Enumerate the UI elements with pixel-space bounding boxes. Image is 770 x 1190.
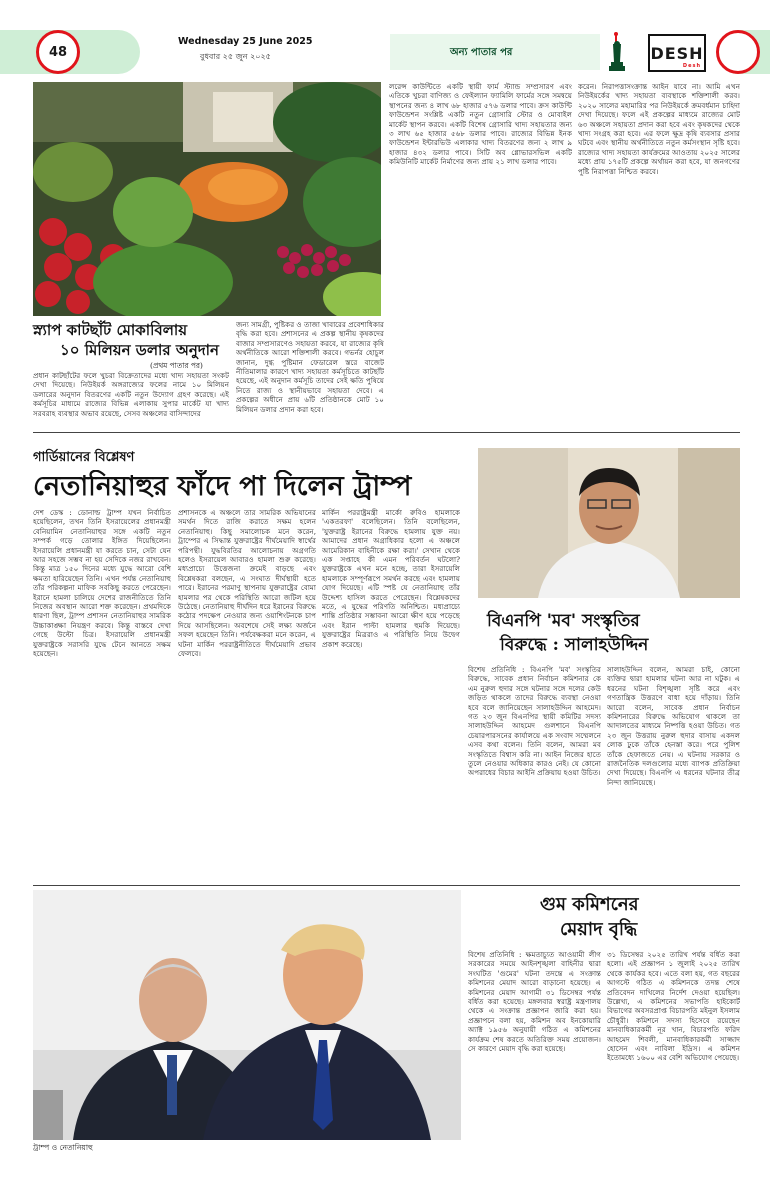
- bnp-column-2: সালাহউদ্দিন বলেন, আমরা চাই, কোনো ব্যক্তির দ্বারা হামলার ঘটনা আর না ঘটুক। এ ধরনের ঘটনা বিশৃঙ্খলা সৃষ্টি করে এবং গণতান্ত্রিক উত্তরণে বাধা হয়ে দাঁড়ায়। তিনি আরো বলেন, সাবেক প্রধান নির্বাচন কমিশনারের বিরুদ্ধে অভিযোগ থাকলে তা আদালতের মাধ্যমে নিষ্পত্তি হওয়া উচিত। গত ২৩ জুন উত্তরায় নুরুল হুদার বাসায় একদল লোক ঢুকে তাঁকে হেনস্তা করে। পরে পুলিশ তাঁকে হেফাজতে নেয়। এ ঘটনায় সরকার ও রাজনৈতিক দলগুলোর মধ্যে ব্যাপক প্রতিক্রিয়া দেখা দিয়েছে। বিএনপি এ ধরনের ঘটনার তীব্র নিন্দা জানিয়েছে।: [607, 665, 740, 787]
- guardian-column-1: দেশ ডেস্ক : ডোনাল্ড ট্রাম্প যখন নির্বাচিত হয়েছিলেন, তখন তিনি ইসরায়েলের প্রধানমন্ত্রী বেনিয়ামিন নেতানিয়াহুর সঙ্গে একটি নতুন সম্পর্ক গড়ে তোলার ইঙ্গিত দিয়েছিলেন। ইসরায়েলি প্রধানমন্ত্রী যা করতে চান, সেটা যেন আর সহজে সম্ভব না হয় সেদিকে নজর রাখবেন। কিন্তু মাত্র ১৫০ দিনের মধ্যে যুদ্ধে আরো বেশি ক্ষমতা হারিয়েছেন তিনি। এখন পর্যন্ত নেতানিয়াহু তাঁর পরিকল্পনা মাফিক সবকিছু করতে পেরেছেন। ইরানে হামলা চালিয়ে দেশের রাজনীতিতে তিনি নিজের অবস্থান আরো শক্ত করেছেন। প্রথমদিকে ধারণা ছিল, ট্রাম্প প্রশাসন নেতানিয়াহুর সামরিক উচ্চাকাঙ্ক্ষা নিয়ন্ত্রণ করবে। কিন্তু বাস্তবে দেখা গেছে উল্টো চিত্র। ইসরায়েলি প্রধানমন্ত্রী যুক্তরাষ্ট্রকে সরাসরি যুদ্ধে টেনে আনতে সক্ষম হয়েছেন।: [33, 508, 171, 659]
- logo-text: DESH: [650, 43, 704, 63]
- section-divider-2: [33, 885, 740, 886]
- section-divider: [33, 432, 740, 433]
- trump-netanyahu-photo: [33, 890, 461, 1140]
- bnp-headline-line2: বিরুদ্ধে : সালাহউদ্দিন: [500, 635, 649, 655]
- photo-caption: ট্রাম্প ও নেতানিয়াহু: [33, 1143, 93, 1152]
- guardian-headline: নেতানিয়াহুর ফাঁদে পা দিলেন ট্রাম্প: [33, 471, 412, 502]
- snap-column-4: করেন। নিরাপত্তাসংক্রান্ত আইন যাবে না। আমি এখন নিউইয়র্কের খাদ্য সহায়তা ব্যবস্থাকে শক্তিশালী করব। ২০২০ সালের মহামারির পর নিউইয়র্কে ক্রমবর্ধমান চাহিদা দেখা দিয়েছে। ফলে এই প্রকল্পের মাধ্যমে রাজ্যের মোট ৬৩ অঞ্চলে সহায়তা প্রদান করা হবে এবং কৃষকদের থেকে খাদ্য সংগ্রহ করা হবে। এর ফলে ক্ষুদ্র কৃষি ব্যবসার প্রসার ঘটবে এবং স্থানীয় অর্থনীতিতে নতুন কর্মসংস্থান সৃষ্টি হবে। রাজ্যের খাদ্য সহায়তা কার্যক্রমের আওতায় ২০২৫ সালের মধ্যে প্রায় ১৭৫টি প্রকল্পে অর্থায়ন করা হবে, যা জনগণের পুষ্টি নিরাপত্তা নিশ্চিত করবে।: [578, 82, 740, 176]
- gum-column-1: বিশেষ প্রতিনিধি : ক্ষমতাচ্যুত আওয়ামী লীগ সরকারের সময়ে আইনশৃঙ্খলা বাহিনীর দ্বারা সংঘটিত 'গুমের' ঘটনা তদন্তে এ সংক্রান্ত কমিশনের মেয়াদ আরো বাড়ানো হয়েছে। এ কমিশনের মেয়াদ আগামী ৩১ ডিসেম্বর পর্যন্ত বর্ধিত করা হয়েছে। মঙ্গলবার স্বরাষ্ট্র মন্ত্রণালয় থেকে এ সংক্রান্ত প্রজ্ঞাপন জারি করা হয়। প্রজ্ঞাপনে বলা হয়, কমিশন অব ইনকোয়ারি অ্যাক্ট ১৯৫৬ অনুযায়ী গঠিত এ কমিশনের কার্যক্রম শেষ করতে অতিরিক্ত সময় প্রয়োজন। সে কারণে মেয়াদ বৃদ্ধি করা হয়েছে।: [468, 950, 601, 1054]
- newspaper-logo: [648, 34, 706, 72]
- header-date: Wednesday 25 June 2025: [178, 36, 313, 47]
- snap-title-line1: স্ন্যাপ কাটছাঁট মোকাবিলায়: [33, 321, 188, 339]
- header-right-circle: [716, 30, 760, 74]
- bnp-headline-line1: বিএনপি 'মব' সংস্কৃতির: [487, 611, 640, 631]
- gum-headline-line2: মেয়াদ বৃদ্ধি: [560, 919, 638, 940]
- snap-column-1: প্রধান কাটছাঁটের ফলে খুচরা বিক্রেতাদের মধ্যে খাদ্য সহায়তা সংকট দেখা দিয়েছে। নিউইয়র্ক অঙ্গরাজ্যের ফলের নামে ১০ মিলিয়ন ডলারের অনুদান বিতরণের একটি নতুন উদ্যোগ গ্রহণ করেছে। এই কর্মসূচির মাধ্যমে রাজ্যের বিভিন্ন এলাকায় সুপার মার্কেট যা খাদ্য সরবরাহ ব্যবস্থার অভাব রয়েছে, সেসব অঞ্চলের বাসিন্দাদের: [33, 371, 229, 418]
- gum-column-2: ৩১ ডিসেম্বর ২০২৫ তারিখ পর্যন্ত বর্ধিত করা হলো। এই প্রজ্ঞাপন ১ জুলাই ২০২৫ তারিখ থেকে কার্যকর হবে। এতে বলা হয়, গত বছরের আগস্টে গঠিত এ কমিশনকে তদন্ত শেষে প্রতিবেদন দাখিলের নির্দেশ দেওয়া হয়েছিল। উল্লেখ্য, এ কমিশনের সভাপতি হাইকোর্ট বিভাগের অবসরপ্রাপ্ত বিচারপতি মইনুল ইসলাম চৌধুরী। কমিশনে সদস্য হিসেবে রয়েছেন মানবাধিকারকর্মী নূর খান, বিচারপতি ফরিদ আহমেদ শিবলী, মানবাধিকারকর্মী সাজ্জাদ হোসেন এবং নাবিলা ইদ্রিস। এ কমিশন ইতোমধ্যে ১৬০০ এর বেশি অভিযোগ পেয়েছে।: [607, 950, 740, 1063]
- guardian-kicker: গার্ডিয়ানের বিশ্লেষণ: [33, 450, 135, 465]
- gum-headline-line1: গুম কমিশনের: [540, 894, 639, 915]
- guardian-column-2: প্রশাসনকে এ অঞ্চলে তার সামরিক অভিযানের সমর্থন দিতে রাজি করাতে সক্ষম হলেন নেতানিয়াহু। কিছু সমালোচক মনে করেন, ট্রাম্পের এ সিদ্ধান্ত যুক্তরাষ্ট্রের দীর্ঘমেয়াদি স্বার্থের পরিপন্থী। যুদ্ধবিরতির আলোচনায় অগ্রগতি হলেও ইসরায়েল আবারও হামলা শুরু করেছে। মধ্যপ্রাচ্যে উত্তেজনা ক্রমেই বাড়ছে এবং বিশ্লেষকরা বলছেন, এ সংঘাত দীর্ঘস্থায়ী হতে পারে। ইরানের পরমাণু স্থাপনায় যুক্তরাষ্ট্রের বোমা হামলার পর থেকে পরিস্থিতি আরো জটিল হয়ে উঠেছে। নেতানিয়াহু দীর্ঘদিন ধরে ইরানের বিরুদ্ধে কঠোর পদক্ষেপ নেওয়ার জন্য ওয়াশিংটনকে চাপ দিয়ে আসছিলেন। অবশেষে সেই লক্ষ্য অর্জনে সফল হয়েছেন তিনি। পর্যবেক্ষকরা মনে করেন, এ ঘটনা মার্কিন পররাষ্ট্রনীতিতে দীর্ঘমেয়াদি প্রভাব ফেলবে।: [178, 508, 316, 659]
- snap-column-3: লরেন্স কাউন্টিতে একটি স্থায়ী ফার্ম স্ট্যান্ড সম্প্রসারণ এবং এতিকে খুচরা বাণিজ্য ও ফেইল্যান ফ্যামিলি ফার্মের সঙ্গে সমন্বয়ে স্থাপনের জন্য ৪ লাখ ৬৮ হাজার ৫৭৬ ডলার পাবে। ক্রস কাউন্টি ফাউন্ডেশন সংশ্লিষ্ট একটি নতুন গ্রোসারি স্টোর ও মোবাইল মার্কেট স্থাপন করবে। একটি বিশেষ গ্রোসারি খাদ্য সহায়তার জন্য ৩ লাখ ৬৫ হাজার ৫৬৮ ডলার পাবে। রাজ্যের বিভিন্ন ইনক ফাউন্ডেশন ইন্টারভিউ এলাকার খাদ্য বিতরণের জন্য ২ লাখ ৯ হাজার ৪৩২ ডলার পাবে। সিটি অব গ্লোভারসভিল একটি কমিউনিটি মার্কেট নির্মাণের জন্য প্রায় ২১ লাখ ডলার পাবে।: [389, 82, 572, 167]
- bnp-column-1: বিশেষ প্রতিনিধি : বিএনপি 'মব' সংস্কৃতির বিরুদ্ধে, সাবেক প্রধান নির্বাচন কমিশনার কে এম নুরুল হুদার সঙ্গে ঘটনার সঙ্গে দলের কেউ জড়িত থাকলে তাদের বিরুদ্ধে ব্যবস্থা নেওয়া হবে বলে জানিয়েছেন সালাহউদ্দিন আহমেদ। গত ২৩ জুন বিএনপির স্থায়ী কমিটির সদস্য সালাহউদ্দিন আহমেদ গুলশানে বিএনপি চেয়ারপারসনের কার্যালয়ে এক সংবাদ সম্মেলনে এসব কথা বলেন। তিনি বলেন, আমরা মব সংস্কৃতিতে বিশ্বাস করি না। আইন নিজের হাতে তুলে নেওয়ার অধিকার কারও নেই। যে কোনো অপরাধের বিচার আইনি প্রক্রিয়ায় হওয়া উচিত।: [468, 665, 601, 778]
- header-date-bangla: বুধবার ২৫ জুন ২০২৫: [200, 52, 271, 61]
- vegetable-market-photo: [33, 82, 381, 316]
- page-number: 48: [36, 30, 80, 74]
- snap-continued-note: (প্রথম পাতার পর): [150, 361, 203, 370]
- snap-column-2: জন্য সামগ্রী, পুষ্টিকর ও তাজা খাবারের প্রবেশাধিকার বৃদ্ধি করা হবে। প্রশাসনের এ প্রকল্প স্থানীয় কৃষকদের বাজার সম্প্রসারণেও সহায়তা করবে, যা রাজ্যের কৃষি অর্থনীতিকে আরো শক্তিশালী করবে। গভর্নর হোচুল জানান, দুগ্ধ পুষ্টিমান ফেডারেল স্তরে বাজেট নীতিমালার কারণে খাদ্য সহায়তা কর্মসূচিতে কাটছাঁট হয়েছে, এই অনুদান কর্মসূচি তাদের সেই ক্ষতি পুষিয়ে নিতে রাজ্য ও স্থানীয়ভাবে সহায়তা দেবে। এ প্রকল্পের অধীনে প্রায় ৬টি প্রতিষ্ঠানকে মোট ১০ মিলিয়ন ডলার প্রদান করা হবে।: [236, 320, 384, 414]
- salahuddin-portrait-photo: [478, 448, 740, 598]
- logo-subtext: Desh: [682, 63, 701, 69]
- snap-title-line2: ১০ মিলিয়ন ডলার অনুদান: [60, 341, 219, 359]
- statue-of-liberty-icon: [606, 32, 628, 72]
- guardian-column-3: মার্কিন পররাষ্ট্রমন্ত্রী মার্কো রুবিও হামলাকে 'একতরফা' বলেছিলেন। তিনি বলেছিলেন, 'যুক্তরাষ্ট্র ইরানের বিরুদ্ধে হামলায় যুক্ত নয়। আমাদের প্রধান অগ্রাধিকার হলো এ অঞ্চলে আমেরিকান বাহিনীকে রক্ষা করা।' সেখান থেকে এক সপ্তাহে কী এমন পরিবর্তন ঘটলো? যুক্তরাষ্ট্রকে এখন মনে হচ্ছে, তারা ইসরায়েলি হামলাকে সম্পূর্ণরূপে সমর্থন করছে এবং হামলায় যোগ দিয়েছে। এটি স্পষ্ট যে নেতানিয়াহু তাঁর উদ্দেশ্য হাসিল করতে পেরেছেন। বিশ্লেষকদের মতে, এ যুদ্ধের পরিণতি অনিশ্চিত। মধ্যপ্রাচ্যে শান্তি প্রতিষ্ঠার সম্ভাবনা আরো ক্ষীণ হয়ে পড়েছে এবং ইরান পাল্টা হামলার হুমকি দিয়েছে। যুক্তরাষ্ট্রের মিত্ররাও এ পরিস্থিতি নিয়ে উদ্বেগ প্রকাশ করেছে।: [322, 508, 460, 649]
- header-section-label: অন্য পাতার পর: [450, 47, 513, 58]
